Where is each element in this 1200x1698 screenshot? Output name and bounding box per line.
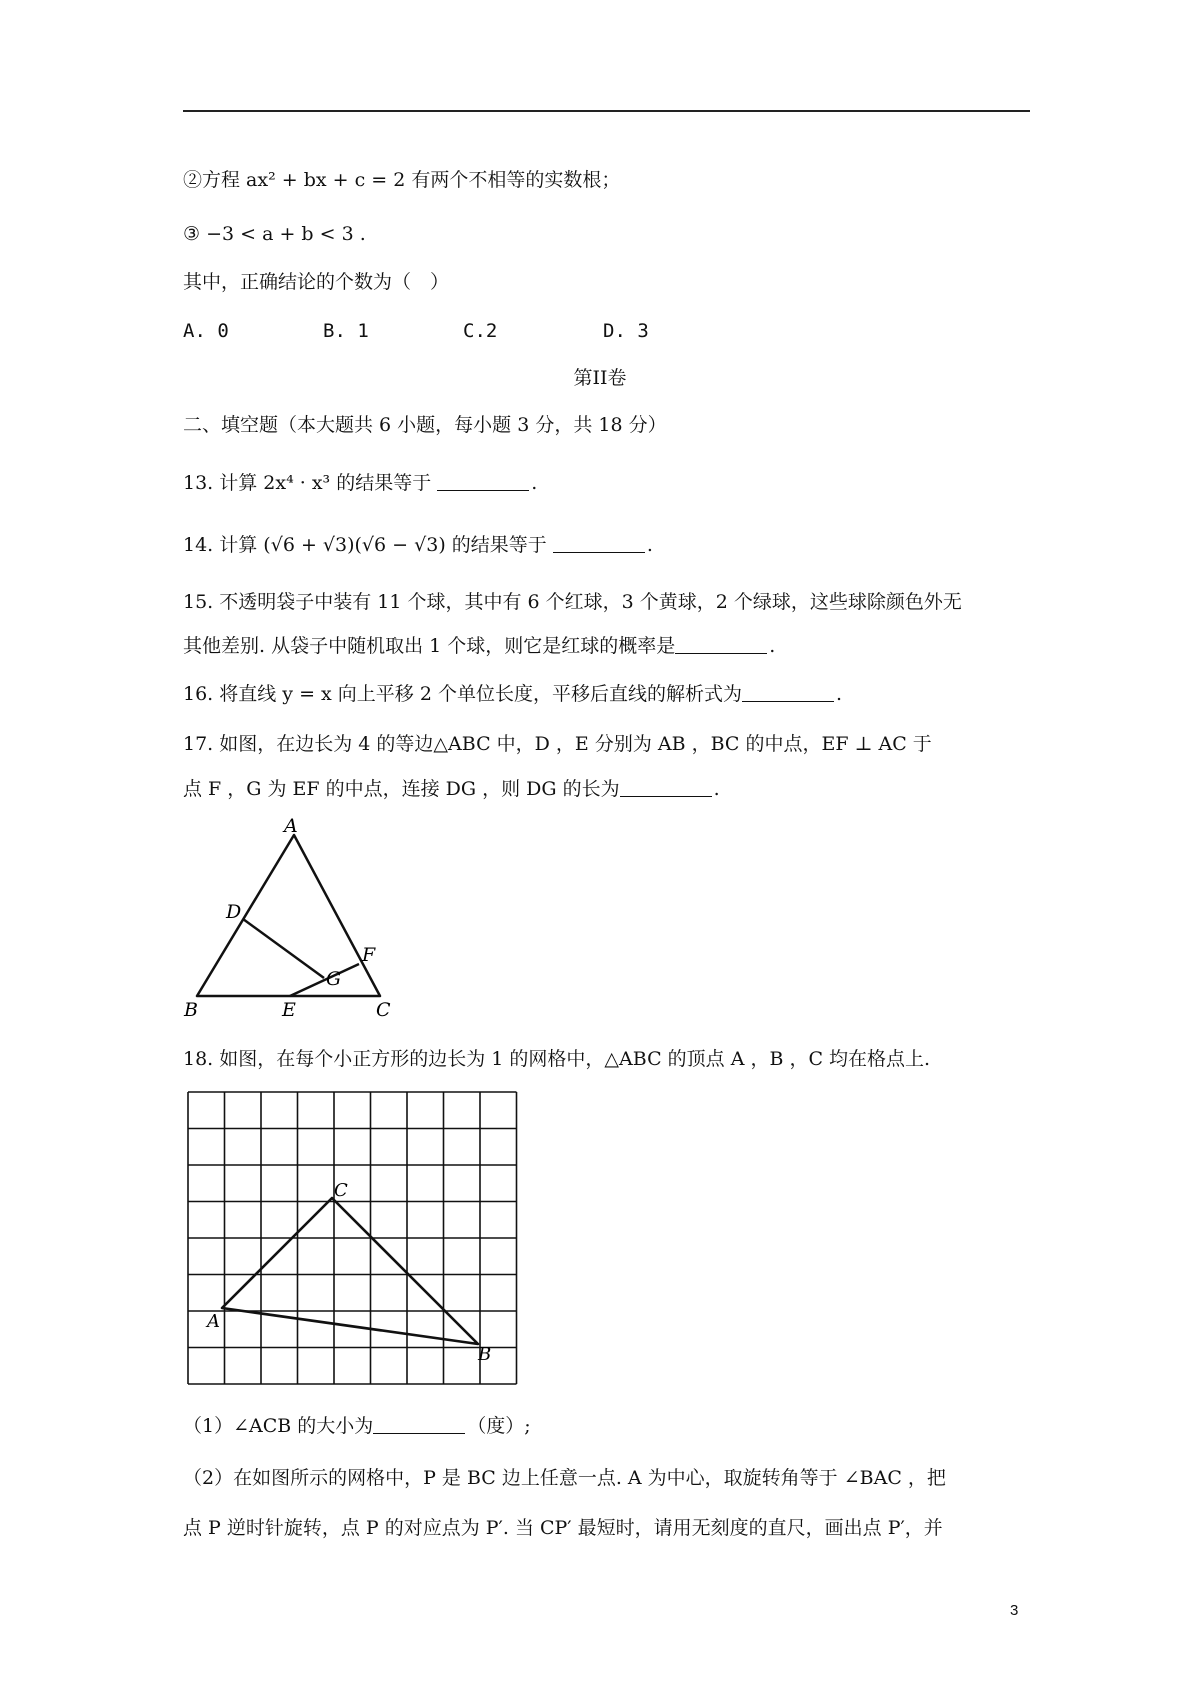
section-title: 第II卷: [573, 367, 627, 389]
label-a: A: [284, 818, 298, 837]
label-b: B: [478, 1344, 492, 1365]
question-14: [183, 532, 653, 558]
question-17-text: 点 F ，G 为 EF 的中点，连接 DG ，则 DG 的长为: [183, 778, 620, 800]
label-d: D: [226, 901, 242, 923]
figure-18-grid: [180, 1090, 520, 1390]
period: .: [835, 683, 842, 705]
option-b: B. 1: [323, 320, 369, 342]
answer-blank: [373, 1415, 465, 1434]
question-15-line1: 15. 不透明袋子中装有 11 个球，其中有 6 个红球，3 个黄球，2 个绿球，这些球除颜色外无: [183, 591, 962, 613]
statement-3: ③ −3 < a + b < 3 .: [183, 223, 366, 245]
question-18-part1: [183, 1413, 531, 1439]
page-number: 3: [1010, 1602, 1019, 1619]
question-16-text: 16. 将直线 y = x 向上平移 2 个单位长度，平移后直线的解析式为: [183, 683, 742, 705]
label-f: F: [362, 944, 376, 966]
question-18-part1-unit: （度）;: [467, 1415, 531, 1437]
question-18-part2-line2: 点 P 逆时针旋转，点 P 的对应点为 P′. 当 CP′ 最短时，请用无刻度的直尺，画出点 P′，并: [183, 1517, 943, 1539]
label-g: G: [326, 968, 342, 990]
option-c: C.2: [463, 320, 498, 342]
label-b: B: [184, 999, 198, 1021]
period: .: [531, 472, 538, 494]
question-14-text: 14. 计算 (√6 + √3)(√6 − √3) 的结果等于: [183, 534, 547, 556]
options: [183, 318, 743, 344]
answer-blank: [437, 472, 529, 491]
figure-17-triangle: [180, 818, 400, 1028]
question-16: [183, 681, 842, 707]
triangle-abc: [197, 835, 380, 996]
label-c: C: [376, 999, 391, 1021]
answer-blank: [742, 683, 834, 702]
question-stem: 其中，正确结论的个数为（ ）: [183, 271, 450, 293]
label-a: A: [207, 1311, 220, 1332]
grid-lines: [188, 1092, 517, 1384]
question-15-text: 其他差别. 从袋子中随机取出 1 个球，则它是红球的概率是: [183, 635, 676, 657]
part-heading: 二、填空题（本大题共 6 小题，每小题 3 分，共 18 分）: [183, 414, 667, 436]
period: .: [769, 635, 776, 657]
header-rule: [183, 110, 1030, 112]
answer-blank: [553, 534, 645, 553]
question-18-line1: 18. 如图，在每个小正方形的边长为 1 的网格中，△ABC 的顶点 A ，B ，C 均在格点上.: [183, 1048, 931, 1070]
period: .: [646, 534, 653, 556]
segment-dg: [243, 919, 324, 978]
answer-blank: [675, 635, 767, 654]
question-15-line2: [183, 633, 775, 659]
statement-2: ②方程 ax² + bx + c = 2 有两个不相等的实数根；: [183, 169, 621, 191]
label-e: E: [282, 999, 296, 1021]
question-13-text: 13. 计算 2x⁴ · x³ 的结果等于: [183, 472, 432, 494]
answer-blank: [620, 778, 712, 797]
option-d: D. 3: [603, 320, 649, 342]
question-18-part1-text: （1）∠ACB 的大小为: [183, 1415, 374, 1437]
question-13: [183, 470, 537, 496]
option-a: A. 0: [183, 320, 229, 342]
period: .: [713, 778, 720, 800]
segment-ef: [290, 964, 359, 996]
label-c: C: [334, 1180, 348, 1201]
question-18-part2-line1: （2）在如图所示的网格中，P 是 BC 边上任意一点. A 为中心，取旋转角等于 ∠BAC ，把: [183, 1467, 946, 1489]
question-17-line1: 17. 如图，在边长为 4 的等边△ABC 中，D ，E 分别为 AB ，BC 的中点，EF ⊥ AC 于: [183, 733, 932, 755]
question-17-line2: [183, 776, 720, 802]
